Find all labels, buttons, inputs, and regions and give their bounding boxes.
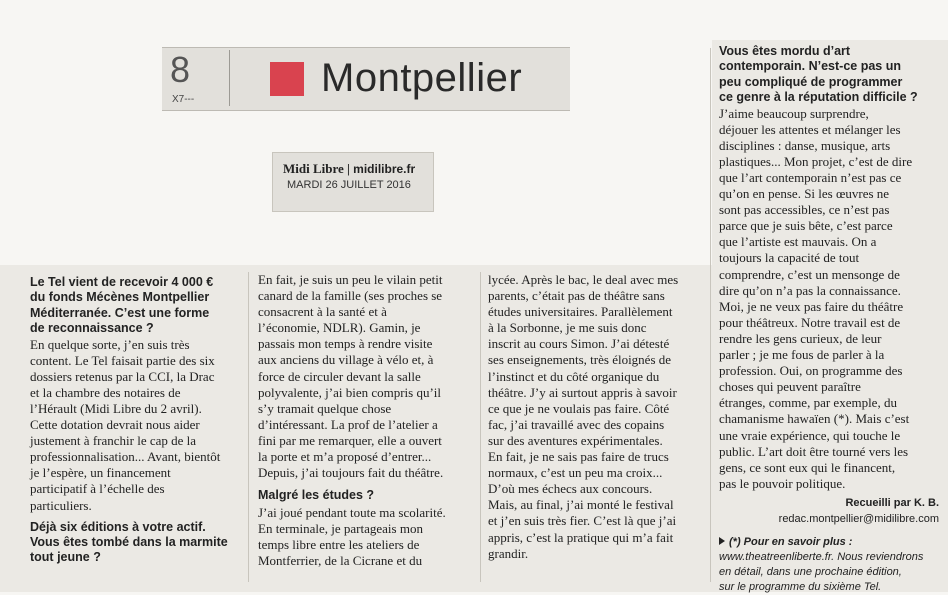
more-info-text: sur le programme du sixième Tel. — [719, 581, 882, 594]
interview-answer: En fait, je suis un peu le vilain petit canard de la famille (ses proches se consacrent à la santé et à l’économie, NDLR). Gamin, je passais mon temps à rendre visite aux anciens du village à vélo et, à force de circuler devant la salle polyvalente, j’ai bien compris qu’il s’y tramait quelque chose d’intéressant. La prof de l’atelier a fini par me remarquer, elle a ouvert la porte et m’a proposé d’entrer... Depuis, j’ai toujours fait du théâtre. — [258, 272, 444, 481]
interview-question: Le Tel vient de recevoir 4 000 € du fonds Mécènes Montpellier Méditerranée. C’est une forme de reconnaissance ? — [30, 275, 214, 336]
page-code: X7--- — [172, 94, 195, 105]
interview-answer: J’aime beaucoup surprendre, déjouer les attentes et mélanger les disciplines : danse, musique, arts plastiques... Mon projet, c’est de dire que l’art contemporain n’est pas ce qu’on en pense. Si les œuvres ne sont pas accessibles, ce n’est pas parce que je suis bête, c’est parce que l’artiste est mauvais. On a toujours la capacité de tout comprendre, c’est un mensonge de dire qu’on n’a pas la connaissance. Moi, je ne veux pas faire du théâtre pour théâtreux. Notre travail est de rendre les gens curieux, de leur parler ; je me fous de parler à la profession. Oui, on programme des choses qui peuvent paraître étranges, comme, par exemple, du chamanisme hawaïen (*). Mais c’est une vraie expérience, qui touche le public. L’art doit être tourné vers les gens, ce sont eux qui le financent, pas le pouvoir politique. — [719, 105, 913, 491]
section-title: Montpellier — [321, 56, 523, 100]
dateline-box — [272, 152, 434, 212]
article-signature: Recueilli par K. B. — [845, 496, 939, 509]
article-column-4 — [719, 44, 939, 595]
newspaper-brand: Midi Libre | midilibre.fr — [283, 161, 416, 176]
header-divider — [229, 50, 230, 106]
brand-domain: midilibre.fr — [353, 162, 416, 176]
interview-question: Vous êtes mordu d’art contemporain. N’est-ce pas un peu compliqué de programmer ce genre à la réputation difficile ? — [719, 44, 918, 105]
section-marker-square — [270, 62, 304, 96]
page-number: 8 — [170, 49, 191, 90]
article-column-2 — [258, 272, 478, 569]
more-info-box — [719, 534, 939, 595]
more-info-text: www.theatreenliberte.fr. Nous reviendrons — [719, 551, 924, 564]
newsroom-email: redac.montpellier@midilibre.com — [778, 512, 939, 525]
more-info-heading: (*) Pour en savoir plus : — [729, 536, 853, 549]
column-divider — [480, 272, 481, 582]
publication-date: MARDI 26 JUILLET 2016 — [287, 179, 411, 191]
interview-answer: lycée. Après le bac, le deal avec mes parents, c’était pas de théâtre sans études universitaires. Parallèlement à la Sorbonne, je me suis donc inscrit au cours Simon. J’ai détesté ses enseignements, très éloignés de l’instinct et du côté organique du théâtre. J’y ai surtout appris à savoir ce que je ne voulais pas faire. Côté fac, j’ai travaillé avec des copains sur des aventures expérimentales. En fait, je ne sais pas faire de trucs normaux, c’est un peu ma croix... D’où mes échecs aux concours. Mais, au final, j’ai monté le festival et j’en suis très fier. C’est là que j’ai appris, c’est la pratique qui m’a fait grandir. — [488, 272, 679, 561]
column-divider — [248, 272, 249, 582]
article-column-1 — [30, 275, 245, 566]
article-column-3 — [488, 272, 708, 562]
more-info-text: en détail, dans une prochaine édition, — [719, 566, 902, 579]
brand-name: Midi Libre — [283, 161, 344, 176]
interview-answer: J’ai joué pendant toute ma scolarité. En terminale, je partageais mon temps libre entre les ateliers de Montferrier, de la Cicrane et du — [258, 504, 446, 568]
column-divider — [710, 48, 711, 582]
interview-answer: En quelque sorte, j’en suis très content. Le Tel faisait partie des six dossiers retenus par la CCI, la Drac et la chambre des notaires de l’Hérault (Midi Libre du 2 avril). Cette dotation devrait nous aider justement à franchir le cap de la professionnalisation... Avant, bientôt je l’espère, un financement participatif à l’échelle des particuliers. — [30, 336, 221, 513]
triangle-bullet-icon — [719, 537, 725, 545]
interview-question: Malgré les études ? — [258, 488, 375, 503]
interview-question: Déjà six éditions à votre actif. Vous êtes tombé dans la marmite tout jeune ? — [30, 519, 228, 565]
